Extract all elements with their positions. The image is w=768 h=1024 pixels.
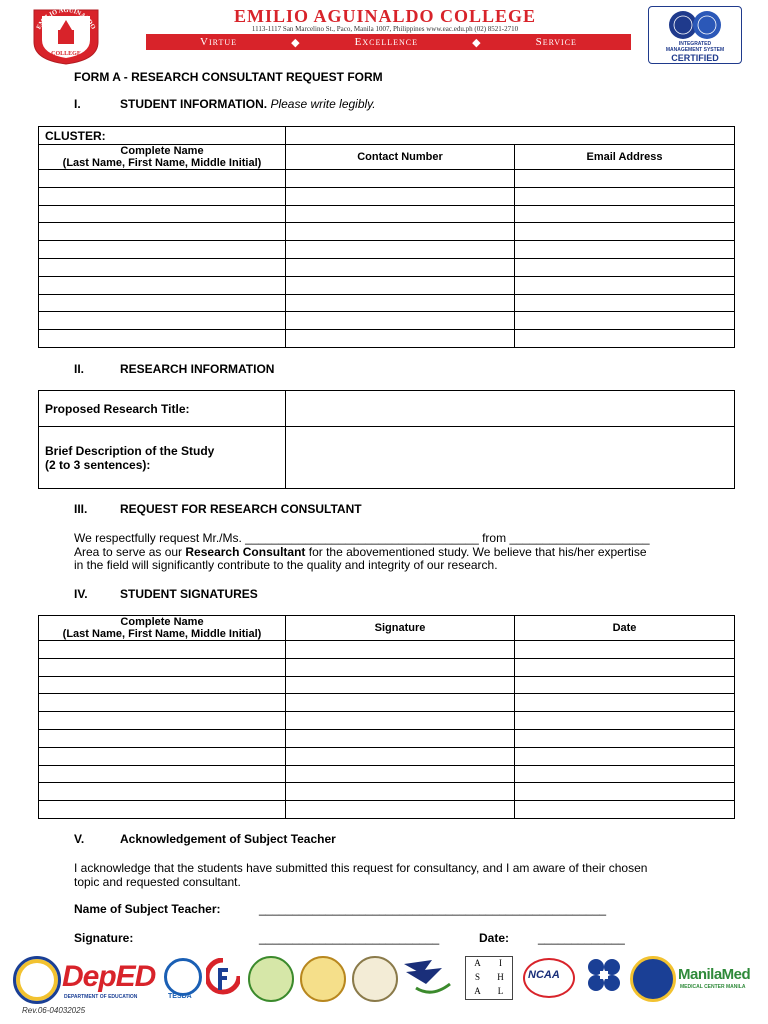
col-name-line2: (Last Name, First Name, Middle Initial) bbox=[62, 157, 262, 169]
motto-virtue: Virtue bbox=[200, 36, 238, 48]
col-email-address: Email Address bbox=[515, 145, 735, 170]
section1-subtitle: Please write legibly. bbox=[270, 97, 376, 111]
student-signature-row-cell[interactable] bbox=[39, 729, 286, 747]
student-signature-row-cell[interactable] bbox=[39, 712, 286, 730]
iso-badges-icon bbox=[665, 9, 725, 41]
student-signature-row-cell[interactable] bbox=[515, 729, 735, 747]
footer-logos bbox=[0, 950, 768, 1024]
teacher-signature-blank[interactable]: ___________________________ bbox=[259, 931, 440, 945]
motto-separator: ◆ bbox=[291, 36, 301, 49]
student-info-row-cell[interactable] bbox=[515, 258, 735, 276]
request-paragraph-line3: in the field will significantly contribute to the quality and integrity of our research. bbox=[74, 558, 498, 572]
request-text-a: We respectfully request Mr./Ms. bbox=[74, 531, 246, 545]
revision-code: Rev.06-04032025 bbox=[22, 1006, 86, 1015]
student-info-row-cell[interactable] bbox=[286, 241, 515, 259]
student-signature-row-cell[interactable] bbox=[286, 641, 515, 659]
col-sig-name-line2: (Last Name, First Name, Middle Initial) bbox=[62, 628, 262, 640]
student-info-row-cell[interactable] bbox=[515, 276, 735, 294]
student-signature-row bbox=[39, 801, 735, 819]
acknowledge-line2: topic and requested consultant. bbox=[74, 875, 241, 889]
research-desc-label-line2: (2 to 3 sentences): bbox=[45, 457, 151, 472]
asaihl-letter: L bbox=[497, 986, 504, 996]
cert-line-3: CERTIFIED bbox=[671, 53, 719, 63]
student-info-row-cell[interactable] bbox=[286, 258, 515, 276]
student-info-table bbox=[38, 126, 735, 348]
student-signature-row-cell[interactable] bbox=[515, 641, 735, 659]
student-info-row-cell[interactable] bbox=[286, 330, 515, 348]
student-info-row-cell[interactable] bbox=[39, 258, 286, 276]
section5-title: Acknowledgement of Subject Teacher bbox=[120, 832, 336, 846]
student-signature-row bbox=[39, 783, 735, 801]
research-desc-row bbox=[39, 427, 735, 489]
student-info-row bbox=[39, 241, 735, 259]
student-info-row-cell[interactable] bbox=[39, 187, 286, 205]
teacher-name-label: Name of Subject Teacher: bbox=[74, 902, 221, 916]
col-sig-name-line1: Complete Name bbox=[120, 616, 204, 628]
student-signature-row-cell[interactable] bbox=[515, 658, 735, 676]
ched-logo-icon bbox=[206, 958, 240, 998]
student-info-row bbox=[39, 312, 735, 330]
student-info-header-row bbox=[39, 145, 735, 170]
student-signature-row-cell[interactable] bbox=[286, 658, 515, 676]
student-signature-row-cell[interactable] bbox=[39, 747, 286, 765]
form-title: FORM A - RESEARCH CONSULTANT REQUEST FORM bbox=[74, 70, 383, 84]
student-signature-row bbox=[39, 676, 735, 694]
student-info-row bbox=[39, 170, 735, 188]
tesda-gear-logo bbox=[164, 958, 202, 996]
cert-line-1: INTEGRATED bbox=[678, 41, 712, 47]
section1-title: STUDENT INFORMATION. bbox=[120, 97, 268, 111]
college-address: 1113-1117 San Marcelino St., Paco, Manila 1007, Philippines www.eac.edu.ph (02) 8521-2710 bbox=[251, 25, 519, 33]
request-text-b: from bbox=[478, 531, 510, 545]
student-signature-row-cell[interactable] bbox=[39, 641, 286, 659]
student-info-row bbox=[39, 276, 735, 294]
col-sig-complete-name bbox=[39, 616, 286, 641]
student-info-row-cell[interactable] bbox=[39, 223, 286, 241]
student-info-row-cell[interactable] bbox=[286, 294, 515, 312]
student-signature-row-cell[interactable] bbox=[286, 747, 515, 765]
section1-number: I. bbox=[74, 97, 81, 111]
cluster-row bbox=[39, 127, 735, 145]
blue-agency-seal-logo bbox=[630, 956, 676, 1002]
asaihl-letter: A bbox=[474, 958, 481, 968]
student-signature-row-cell[interactable] bbox=[515, 676, 735, 694]
student-signature-row-cell[interactable] bbox=[286, 676, 515, 694]
section5-number: V. bbox=[74, 832, 85, 846]
research-title-field[interactable] bbox=[286, 391, 735, 427]
section2-number: II. bbox=[74, 362, 85, 376]
col-signature: Signature bbox=[286, 616, 515, 641]
acknowledge-line1: I acknowledge that the students have submitted this request for consultancy, and I am aware of their chosen bbox=[74, 861, 648, 875]
cluster-field[interactable] bbox=[286, 127, 735, 145]
student-info-row-cell[interactable] bbox=[39, 205, 286, 223]
seal-text-bottom: COLLEGE bbox=[51, 51, 81, 57]
student-info-row-cell[interactable] bbox=[39, 170, 286, 188]
student-info-row-cell[interactable] bbox=[515, 241, 735, 259]
student-signature-row-cell[interactable] bbox=[39, 658, 286, 676]
college-seal-logo bbox=[18, 6, 114, 66]
student-info-row bbox=[39, 330, 735, 348]
dost-logo-icon bbox=[585, 956, 623, 996]
section3-title: REQUEST FOR RESEARCH CONSULTANT bbox=[120, 502, 362, 516]
section1-heading bbox=[120, 97, 376, 111]
deped-logo-subtext: DEPARTMENT OF EDUCATION bbox=[64, 994, 138, 1000]
motto-excellence: Excellence bbox=[354, 36, 419, 48]
student-signature-row bbox=[39, 694, 735, 712]
request-text-d: for the abovementioned study. We believe that his/her expertise bbox=[305, 545, 647, 559]
student-signature-row bbox=[39, 729, 735, 747]
asaihl-letter: H bbox=[497, 972, 504, 982]
student-signature-row-cell[interactable] bbox=[515, 801, 735, 819]
research-consultant-bold: Research Consultant bbox=[185, 545, 306, 559]
student-signature-row bbox=[39, 658, 735, 676]
cert-line-2: MANAGEMENT SYSTEM bbox=[665, 47, 725, 53]
teacher-date-label: Date: bbox=[479, 931, 510, 945]
student-info-row bbox=[39, 205, 735, 223]
student-signature-row-cell[interactable] bbox=[39, 694, 286, 712]
col-name-line1: Complete Name bbox=[120, 145, 204, 157]
student-info-row-cell[interactable] bbox=[39, 312, 286, 330]
student-signature-row-cell[interactable] bbox=[286, 694, 515, 712]
student-info-row-cell[interactable] bbox=[39, 276, 286, 294]
motto-service: Service bbox=[535, 36, 577, 48]
student-info-row-cell[interactable] bbox=[515, 205, 735, 223]
student-info-row-cell[interactable] bbox=[286, 276, 515, 294]
col-complete-name bbox=[39, 145, 286, 170]
col-date: Date bbox=[515, 616, 735, 641]
research-title-label: Proposed Research Title: bbox=[39, 391, 286, 427]
student-signature-row-cell[interactable] bbox=[286, 729, 515, 747]
student-signature-row bbox=[39, 765, 735, 783]
research-desc-field[interactable] bbox=[286, 427, 735, 489]
college-name: EMILIO AGUINALDO COLLEGE bbox=[233, 6, 537, 26]
student-info-row-cell[interactable] bbox=[286, 170, 515, 188]
asaihl-letter: S bbox=[474, 972, 480, 982]
green-agency-seal-logo bbox=[248, 956, 294, 1002]
student-info-row-cell[interactable] bbox=[286, 205, 515, 223]
research-title-row bbox=[39, 391, 735, 427]
student-signature-row-cell[interactable] bbox=[515, 694, 735, 712]
section4-title: STUDENT SIGNATURES bbox=[120, 587, 258, 601]
research-desc-label-line1: Brief Description of the Study bbox=[45, 443, 215, 458]
asaihl-logo bbox=[465, 956, 513, 1000]
seal-text-top: EMILIO AGUINALDO bbox=[35, 6, 97, 31]
student-info-row-cell[interactable] bbox=[39, 241, 286, 259]
cluster-label: CLUSTER: bbox=[39, 127, 286, 145]
student-info-row-cell[interactable] bbox=[286, 187, 515, 205]
student-signature-row-cell[interactable] bbox=[515, 783, 735, 801]
student-signature-row-cell[interactable] bbox=[286, 712, 515, 730]
student-signature-row-cell[interactable] bbox=[39, 676, 286, 694]
student-info-row bbox=[39, 223, 735, 241]
request-paragraph-line2 bbox=[74, 545, 647, 559]
teacher-date-blank[interactable]: _____________ bbox=[538, 931, 625, 945]
yellow-agency-seal-logo bbox=[300, 956, 346, 1002]
student-info-row-cell[interactable] bbox=[286, 223, 515, 241]
asaihl-letter: I bbox=[499, 958, 502, 968]
student-info-row-cell[interactable] bbox=[515, 170, 735, 188]
section2-title: RESEARCH INFORMATION bbox=[120, 362, 275, 376]
ims-certification-badge bbox=[648, 6, 742, 64]
student-signature-row-cell[interactable] bbox=[286, 801, 515, 819]
student-signature-row-cell[interactable] bbox=[39, 765, 286, 783]
student-info-row-cell[interactable] bbox=[286, 312, 515, 330]
student-signature-row bbox=[39, 747, 735, 765]
blue-swoosh-logo-icon bbox=[402, 958, 454, 998]
student-info-row-cell[interactable] bbox=[515, 312, 735, 330]
student-signature-row-cell[interactable] bbox=[286, 783, 515, 801]
consultant-area-blank[interactable]: _____________________ bbox=[509, 531, 650, 545]
student-info-row-cell[interactable] bbox=[515, 294, 735, 312]
student-info-row bbox=[39, 258, 735, 276]
student-signature-row bbox=[39, 641, 735, 659]
cream-agency-seal-logo bbox=[352, 956, 398, 1002]
student-info-row bbox=[39, 187, 735, 205]
section3-number: III. bbox=[74, 502, 88, 516]
student-info-row bbox=[39, 294, 735, 312]
student-info-row-cell[interactable] bbox=[39, 294, 286, 312]
student-signature-row-cell[interactable] bbox=[286, 765, 515, 783]
student-signature-row-cell[interactable] bbox=[515, 747, 735, 765]
manilamed-logo-text: ManilaMed bbox=[678, 966, 751, 983]
research-desc-label bbox=[39, 427, 286, 489]
student-info-row-cell[interactable] bbox=[515, 223, 735, 241]
student-info-row-cell[interactable] bbox=[515, 330, 735, 348]
student-info-row-cell[interactable] bbox=[515, 187, 735, 205]
consultant-name-blank[interactable]: ___________________________________ bbox=[245, 531, 479, 545]
ncaa-logo-text: NCAA bbox=[528, 969, 560, 981]
teacher-signature-label: Signature: bbox=[74, 931, 134, 945]
deped-seal-logo bbox=[13, 956, 61, 1004]
student-signatures-table bbox=[38, 615, 735, 819]
research-info-table bbox=[38, 390, 735, 489]
asaihl-letter: A bbox=[474, 986, 481, 996]
student-signature-row-cell[interactable] bbox=[515, 765, 735, 783]
motto-bar bbox=[146, 34, 631, 50]
request-paragraph-line1 bbox=[74, 531, 650, 545]
section4-number: IV. bbox=[74, 587, 88, 601]
student-signature-row-cell[interactable] bbox=[39, 801, 286, 819]
tesda-logo-text: TESDA bbox=[168, 993, 192, 1000]
student-info-row-cell[interactable] bbox=[39, 330, 286, 348]
col-contact-number: Contact Number bbox=[286, 145, 515, 170]
student-signature-row-cell[interactable] bbox=[39, 783, 286, 801]
student-signature-row-cell[interactable] bbox=[515, 712, 735, 730]
motto-separator: ◆ bbox=[472, 36, 482, 49]
teacher-name-blank[interactable]: ____________________________________________________ bbox=[259, 902, 607, 916]
request-text-c: Area to serve as our bbox=[74, 545, 186, 559]
deped-logo-text: DepED bbox=[62, 960, 156, 993]
manilamed-logo-subtext: MEDICAL CENTER MANILA bbox=[680, 984, 746, 990]
student-signature-row bbox=[39, 712, 735, 730]
signatures-header-row bbox=[39, 616, 735, 641]
